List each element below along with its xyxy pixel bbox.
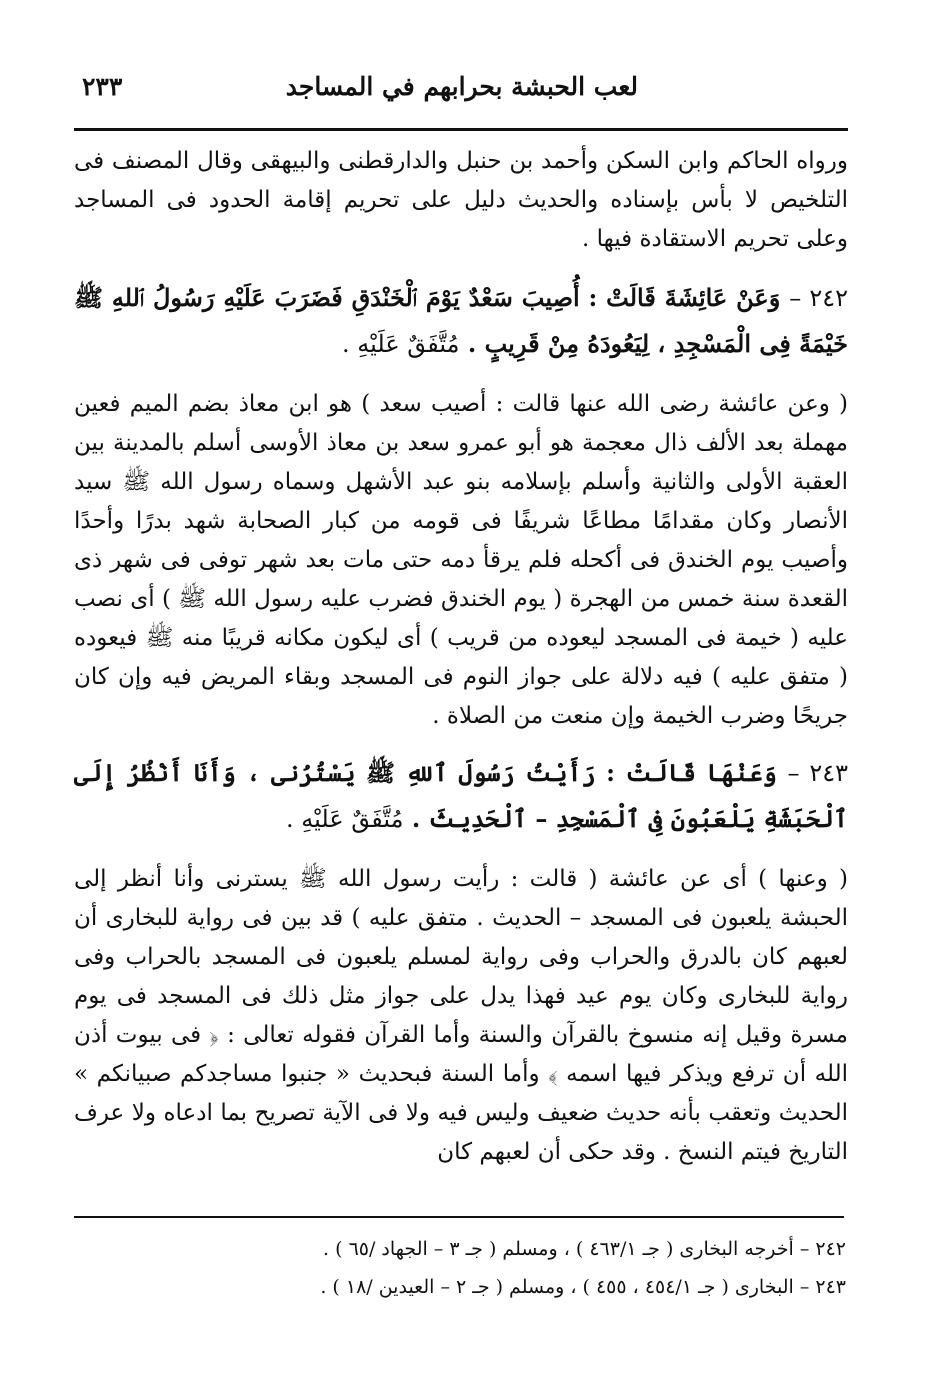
hadith-text: وَعَنْهَا قَالَتْ : رَأَيْتُ رَسُولَ ٱللهِ ﷺ يَسْتُرُنى ، وَأَنَا أَنْظُرُ إِلَى ٱلْحَبَشَةِ يَلْعَبُونَ فِى ٱلْمَسْجِدِ – ٱلْحَدِيثَ . <box>74 758 848 833</box>
spacer <box>74 367 848 385</box>
book-page <box>74 58 848 1348</box>
page-number: ٢٣٣ <box>82 72 123 101</box>
commentary-paragraph: ورواه الحاكم وابن السكن وأحمد بن حنبل والدارقطنى والبيهقى وقال المصنف فى التلخيص لا بأس بإسناده والحديث دليل على تحريم إقامة الحدود فى المساجد وعلى تحريم الاستقادة فيها . <box>74 148 848 252</box>
hadith-grading: مُتَّفَقٌ عَلَيْهِ . <box>286 805 404 833</box>
page-body <box>74 142 848 1172</box>
header-rule <box>74 128 848 131</box>
commentary-paragraph: ( وعن عائشة رضى الله عنها قالت : أصيب سعد ) هو ابن معاذ بضم الميم فعين مهملة بعد الألف ذال معجمة هو أبو عمرو سعد بن معاذ الأوسى أسلم بالمدينة بين العقبة الأولى والثانية وأسلم بإسلامه بنو عبد الأشهل وسماه رسول الله ﷺ سيد الأنصار وكان مقدامًا مطاعًا شريفًا فى قومه من كبار الصحابة شهد بدرًا وأحدًا وأصيب يوم الخندق فى أكحله فلم يرقأ دمه حتى مات بعد شهر توفى فى شهر ذى القعدة سنة خمس من الهجرة ( يوم الخندق فضرب عليه رسول الله ﷺ ) أى نصب عليه ( خيمة فى المسجد ليعوده من قريب ) أى ليكون مكانه قريبًا منه ﷺ فيعوده ( متفق عليه ) فيه دلالة على جواز النوم فى المسجد وبقاء المريض فيه وإن كان جريحًا وضرب الخيمة وإن منعت من الصلاة . <box>74 391 848 729</box>
spacer <box>74 842 848 860</box>
hadith-number: ٢٤٢ – <box>789 284 848 312</box>
hadith-242 <box>74 275 848 367</box>
footnotes <box>74 1230 848 1306</box>
running-title: لعب الحبشة بحرابهم في المساجد <box>285 72 638 101</box>
hadith-grading: مُتَّفَقٌ عَلَيْهِ . <box>342 330 460 358</box>
footnote-243: ٢٤٣ – البخارى ( جـ ٤٥٤/١ ، ٤٥٥ ) ، ومسلم ( جـ ٢ – العيدين /١٨ ) . <box>320 1276 846 1298</box>
footnote-242: ٢٤٢ – أخرجه البخارى ( جـ ٤٦٣/١ ) ، ومسلم ( جـ ٣ – الجهاد /٦٥ ) . <box>323 1238 846 1260</box>
hadith-text: وَعَنْ عَائِشَةَ قَالَتْ : أُصِيبَ سَعْدٌ يَوْمَ ٱلْخَنْدَقِ فَضَرَبَ عَلَيْهِ رَسُولُ ٱللهِ ﷺ خَيْمَةً فِى الْمَسْجِدِ ، لِيَعُودَهُ مِنْ قَرِيبٍ . <box>74 283 848 358</box>
hadith-number: ٢٤٣ – <box>787 759 848 787</box>
page-header <box>74 58 848 110</box>
footnote-rule <box>74 1216 844 1218</box>
hadith-243 <box>74 750 848 842</box>
commentary-paragraph: ( وعنها ) أى عن عائشة ( قالت : رأيت رسول الله ﷺ يسترنى وأنا أنظر إلى الحبشة يلعبون فى المسجد – الحديث . متفق عليه ) قد بين فى رواية للبخارى أن لعبهم كان بالدرق والحراب وفى رواية لمسلم يلعبون فى المسجد بالحراب وفى رواية للبخارى وكان يوم عيد فهذا يدل على جواز مثل ذلك فى المسجد فى يوم مسرة وقيل إنه منسوخ بالقرآن والسنة وأما القرآن فقوله تعالى : ﴿ فى بيوت أذن الله أن ترفع ويذكر فيها اسمه ﴾ وأما السنة فبحديث « جنبوا مساجدكم صبيانكم » الحديث وتعقب بأنه حديث ضعيف وليس فيه ولا فى الآية تصريح بما ادعاه ولا عرف التاريخ فيتم النسخ . وقد حكى أن لعبهم كان <box>74 866 848 1165</box>
